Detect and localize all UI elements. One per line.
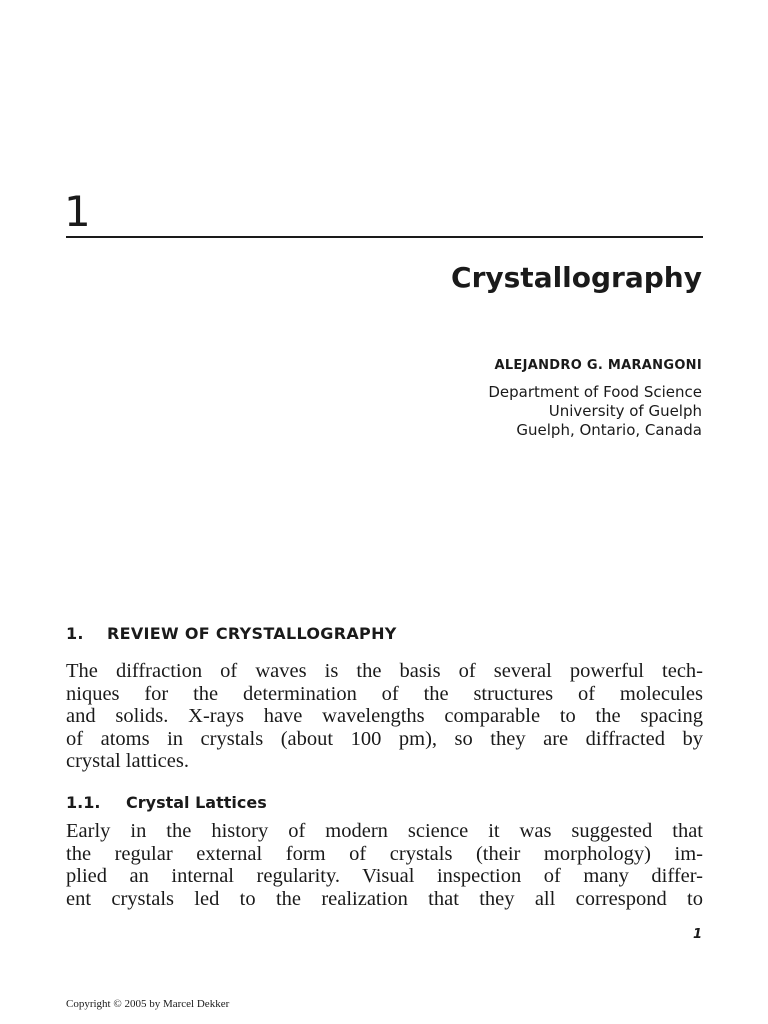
paragraph-line: niques for the determination of the structures of molecules [66,682,703,705]
page-number: 1 [692,927,702,942]
paragraph-line: crystal lattices. [66,750,189,772]
paragraph-line: Early in the history of modern science it was suggested that [66,820,703,842]
chapter-rule [66,236,703,238]
affiliation-university: University of Guelph [548,402,702,420]
paragraph-line: and solids. X-rays have wavelengths comparable to the spacing [66,705,703,727]
subsection-title: Crystal Lattices [126,793,267,812]
section-title: REVIEW OF CRYSTALLOGRAPHY [107,624,397,643]
section-heading [66,622,397,646]
paragraph-line: of atoms in crystals (about 100 pm), so they are diffracted by [66,727,703,750]
subsection-number: 1.1. [66,793,101,812]
chapter-number: 1 [64,187,91,236]
section-paragraph [66,660,703,773]
section-number: 1. [66,624,84,643]
affiliation-location: Guelph, Ontario, Canada [516,421,702,439]
author-name: ALEJANDRO G. MARANGONI [494,358,702,373]
copyright-notice: Copyright © 2005 by Marcel Dekker [66,998,230,1010]
chapter-title: Crystallography [451,261,702,294]
paragraph-line: The diffraction of waves is the basis of several powerful tech- [66,660,703,682]
paragraph-line: plied an internal regularity. Visual inspection of many differ- [66,865,703,887]
author-block [488,356,702,440]
subsection-heading [66,791,267,815]
paragraph-line: the regular external form of crystals (their morphology) im- [66,842,703,865]
paragraph-line: ent crystals led to the realization that they all correspond to [66,887,703,910]
affiliation-department: Department of Food Science [488,383,702,401]
subsection-paragraph [66,820,703,910]
